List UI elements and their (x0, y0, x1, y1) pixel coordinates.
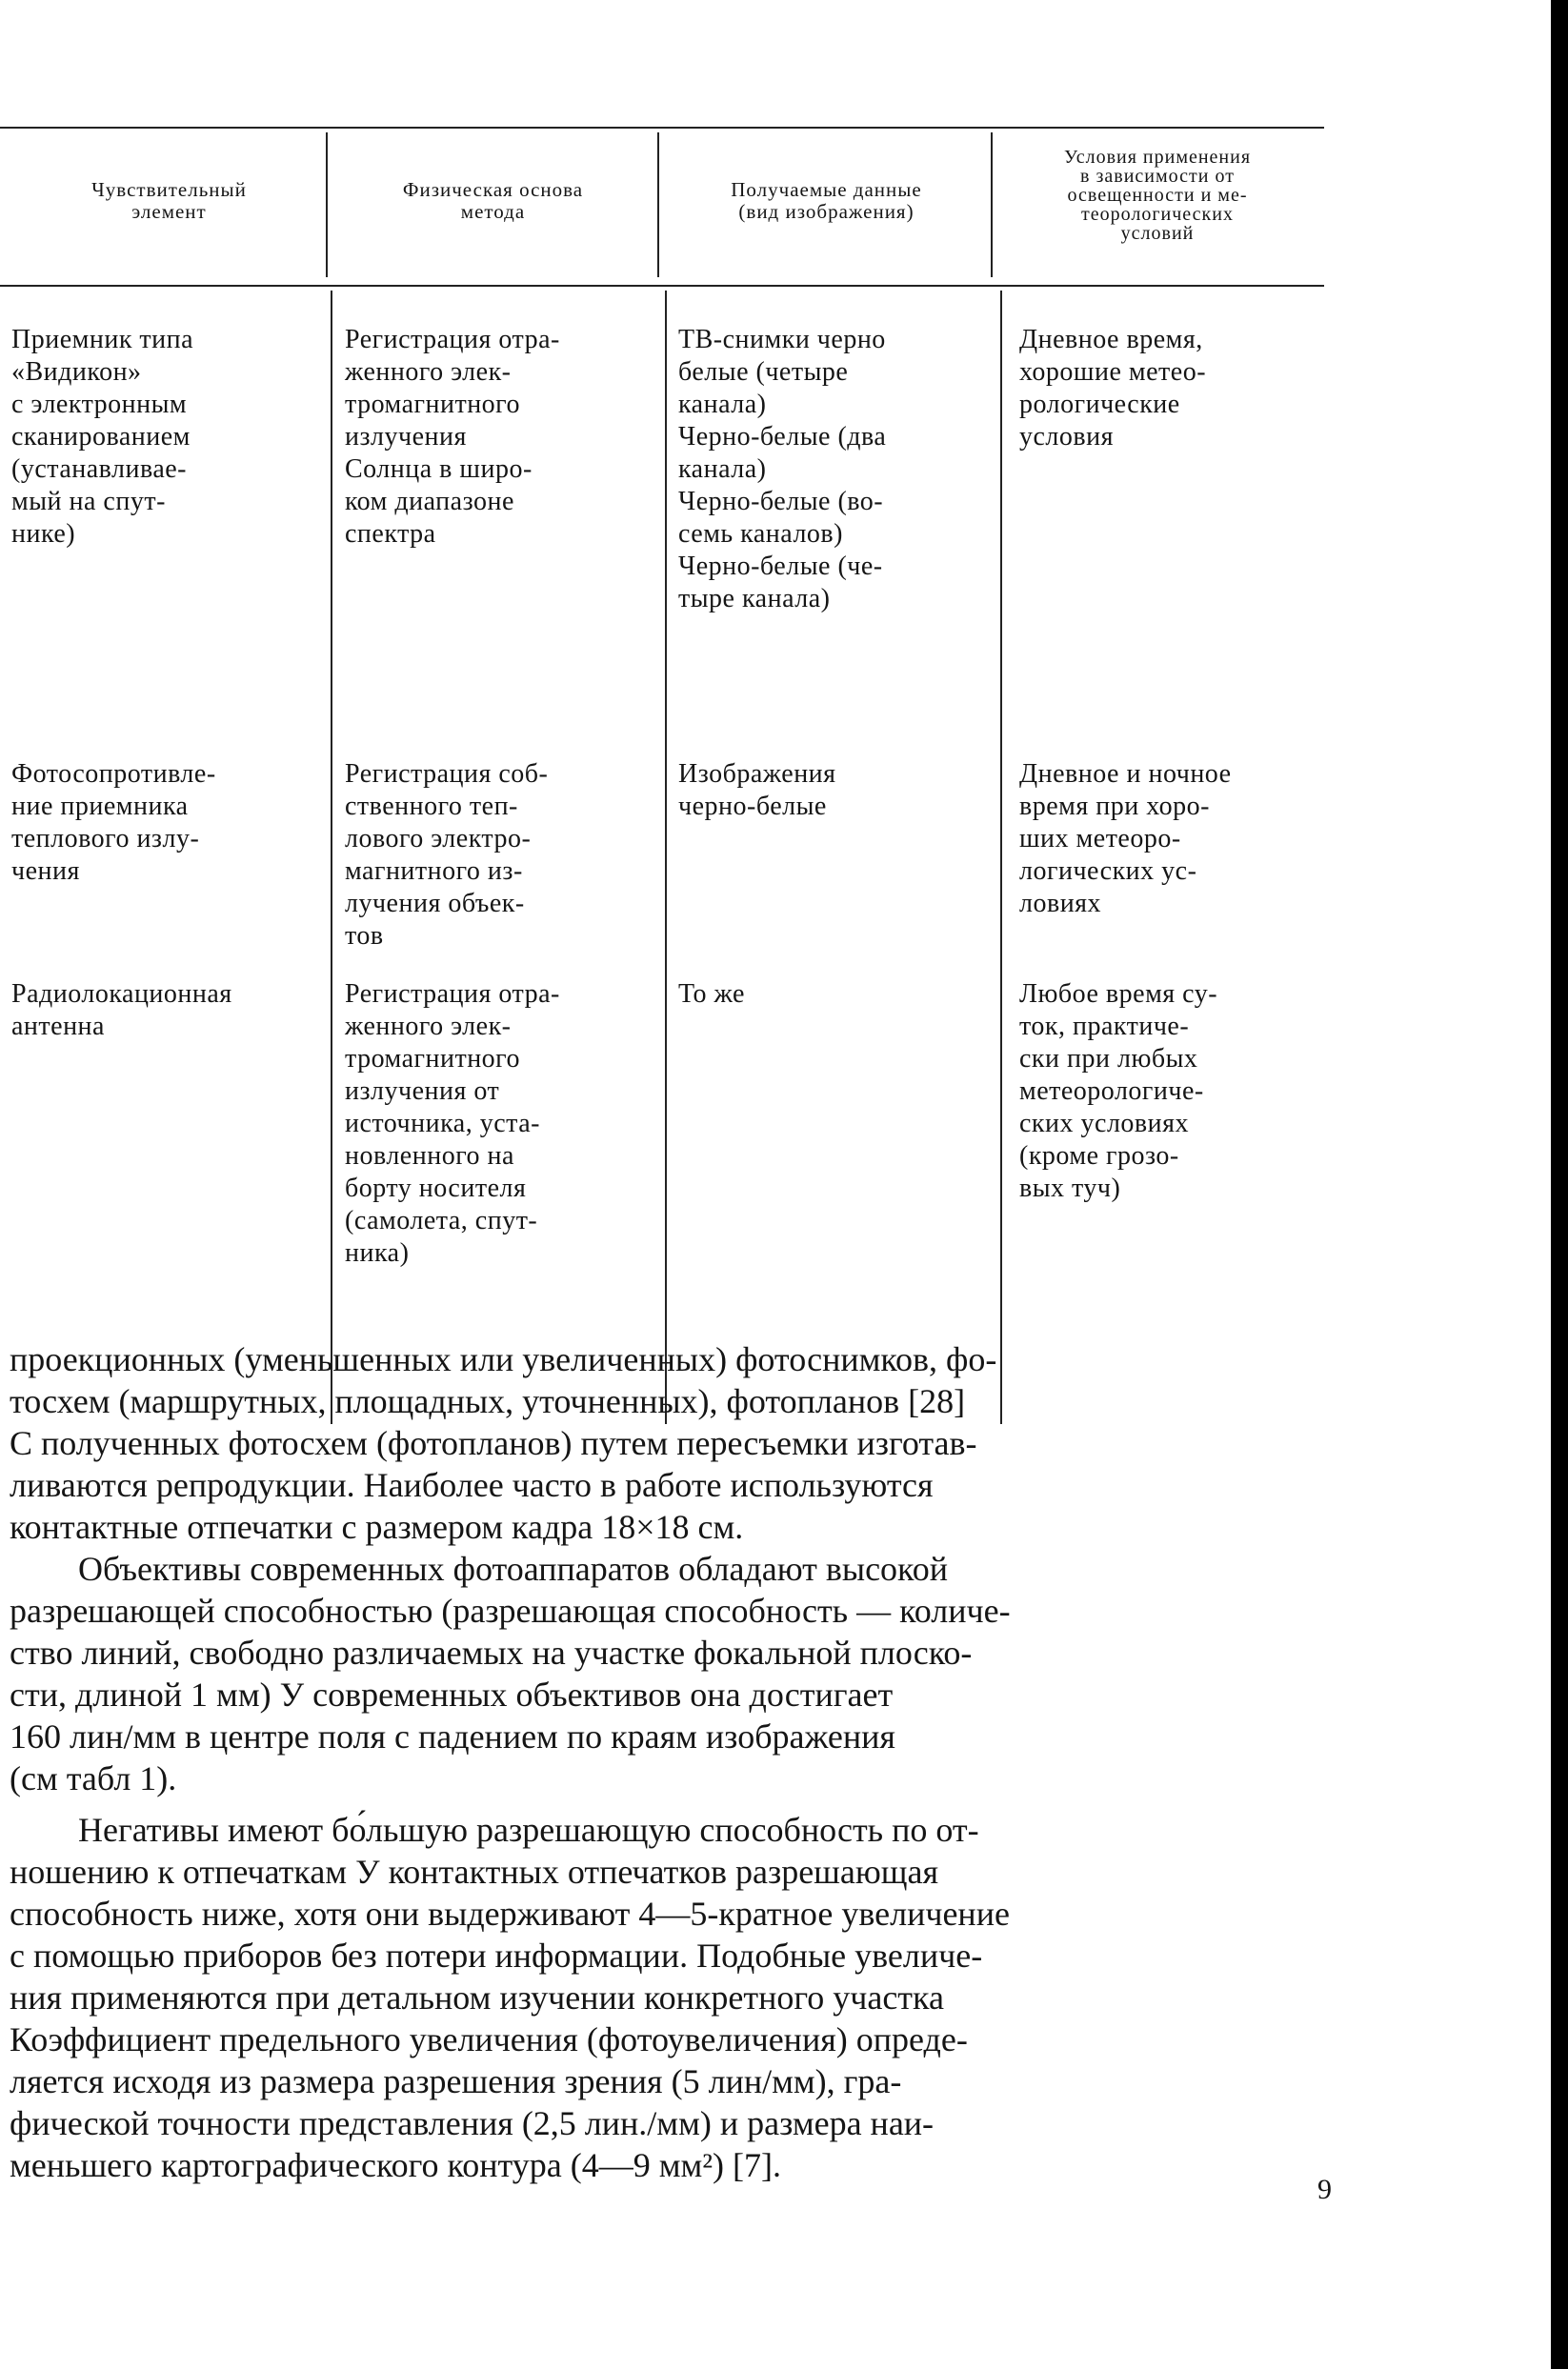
row1-data: ТВ-снимки черно белые (четыре канала) Черно-белые (два канала) Черно-белые (во- семь каналов) Черно-белые (че- тыре канала) (678, 325, 887, 613)
header-element: Чувствительный элемент (91, 178, 247, 223)
body-text (10, 1338, 1328, 2186)
row2-conditions: Дневное и ночное время при хоро- ших метеоро- логических ус- ловиях (1019, 759, 1232, 918)
column-divider-1 (331, 291, 332, 1424)
row2-data: Изображения черно-белые (678, 759, 836, 821)
row3-data: То же (678, 979, 745, 1009)
paragraph-continuation: проекционных (уменьшенных или увеличенных) фотоснимков, фо- тосхем (маршрутных, площадных, уточненных), фотопланов [28] С полученных фотосхем (фотопланов) путем пересъемки изготав- ливаются репродукции. Наиболее часто в работе используются контактные отпечатки с размером кадра 18×18 см. (10, 1340, 997, 1546)
paragraph-negatives: Негативы имеют бо́льшую разрешающую способность по от- ношению к отпечаткам У контактных отпечатков разрешающая способность ниже, хотя они выдерживают 4—5-кратное увеличение с помощью приборов без потери информации. Подобные увеличе- ния применяются при детальном изучении конкретного участка Коэффициент предельного увеличения (фотоувеличения) опреде- ляется исходя из размера разрешения зрения (5 лин/мм), гра- фической точности представления (2,5 лин./мм) и размера наи- меньшего картографического контура (4—9 мм²) [7]. (10, 1811, 1010, 2184)
row3-basis: Регистрация отра- женного элек- тромагнитного излучения от источника, уста- новленного на борту носителя (самолета, спут- ника) (345, 979, 560, 1268)
header-divider-1 (326, 132, 328, 277)
column-divider-2 (665, 291, 667, 1424)
row2-basis: Регистрация соб- ственного теп- лового электро- магнитного из- лучения объек- тов (345, 759, 549, 951)
page-edge-shadow (1551, 0, 1568, 2369)
page-number: 9 (1317, 2174, 1332, 2205)
table-top-rule (0, 127, 1324, 129)
header-basis: Физическая основа метода (402, 178, 584, 223)
paragraph-lenses: Объективы современных фотоаппаратов обладают высокой разрешающей способностью (разрешающая способность — количе- ство линий, свободно различаемых на участке фокальной плоско- сти, длиной 1 мм) У современных объективов она достигает 160 лин/мм в центре поля с падением по краям изображения (см табл 1). (10, 1550, 1011, 1797)
header-data: Получаемые данные (вид изображения) (731, 178, 922, 223)
row1-element: Приемник типа «Видикон» с электронным сканированием (устанавливае- мый на спут- нике) (11, 325, 194, 549)
header-divider-2 (657, 132, 659, 277)
table-header-rule (0, 285, 1324, 287)
row2-element: Фотосопротивле- ние приемника теплового излу- чения (11, 759, 216, 886)
row1-conditions: Дневное время, хорошие метео- рологические условия (1019, 325, 1207, 452)
row3-conditions: Любое время су- ток, практиче- ски при любых метеорологиче- ских условиях (кроме грозо- вых туч) (1019, 979, 1218, 1203)
row1-basis: Регистрация отра- женного элек- тромагнитного излучения Солнца в широ- ком диапазоне спектра (345, 325, 560, 549)
column-divider-3 (1000, 291, 1002, 1424)
row3-element: Радиолокационная антенна (11, 979, 232, 1041)
header-conditions: Условия применения в зависимости от освещенности и ме- теорологических условий (1063, 147, 1252, 244)
header-divider-3 (991, 132, 993, 277)
